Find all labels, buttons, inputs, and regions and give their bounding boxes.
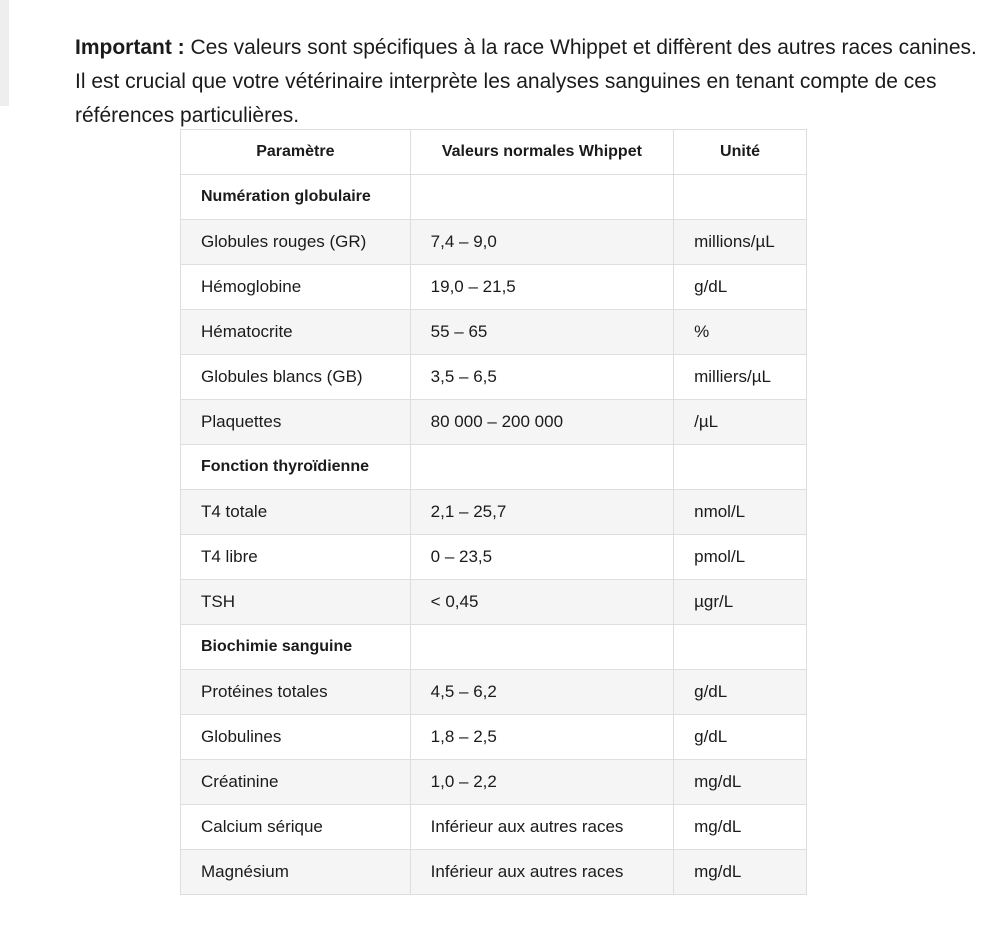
unit-cell: g/dL <box>674 265 807 310</box>
value-cell: 55 – 65 <box>410 310 673 355</box>
section-label: Numération globulaire <box>181 175 411 220</box>
section-label: Fonction thyroïdienne <box>181 445 411 490</box>
table-section-row <box>181 445 807 490</box>
table-row <box>181 265 807 310</box>
header-unite: Unité <box>674 130 807 175</box>
unit-cell: millions/µL <box>674 220 807 265</box>
value-cell <box>410 445 673 490</box>
unit-cell <box>674 445 807 490</box>
value-cell: < 0,45 <box>410 580 673 625</box>
unit-cell: /µL <box>674 400 807 445</box>
table-row <box>181 400 807 445</box>
table-row <box>181 355 807 400</box>
unit-cell: mg/dL <box>674 850 807 895</box>
parameter-cell: Globules rouges (GR) <box>181 220 411 265</box>
unit-cell <box>674 175 807 220</box>
value-cell: 4,5 – 6,2 <box>410 670 673 715</box>
table-row <box>181 535 807 580</box>
value-cell: 1,8 – 2,5 <box>410 715 673 760</box>
parameter-cell: Magnésium <box>181 850 411 895</box>
unit-cell <box>674 625 807 670</box>
table-row <box>181 715 807 760</box>
unit-cell: g/dL <box>674 715 807 760</box>
value-cell: 19,0 – 21,5 <box>410 265 673 310</box>
table-section-row <box>181 625 807 670</box>
parameter-cell: TSH <box>181 580 411 625</box>
parameter-cell: Hématocrite <box>181 310 411 355</box>
table-row <box>181 310 807 355</box>
parameter-cell: Globulines <box>181 715 411 760</box>
value-cell: 7,4 – 9,0 <box>410 220 673 265</box>
table-row <box>181 760 807 805</box>
value-cell <box>410 175 673 220</box>
value-cell: 0 – 23,5 <box>410 535 673 580</box>
parameter-cell: Hémoglobine <box>181 265 411 310</box>
parameter-cell: Globules blancs (GB) <box>181 355 411 400</box>
important-label: Important : <box>75 36 185 59</box>
parameter-cell: Protéines totales <box>181 670 411 715</box>
quote-bar <box>0 0 9 106</box>
unit-cell: nmol/L <box>674 490 807 535</box>
table-row <box>181 850 807 895</box>
value-cell: 1,0 – 2,2 <box>410 760 673 805</box>
unit-cell: milliers/µL <box>674 355 807 400</box>
table-section-row <box>181 175 807 220</box>
table-header-row <box>181 130 807 175</box>
value-cell: 80 000 – 200 000 <box>410 400 673 445</box>
table-row <box>181 670 807 715</box>
whippet-reference-table <box>180 129 807 895</box>
value-cell: Inférieur aux autres races <box>410 805 673 850</box>
important-text: Ces valeurs sont spécifiques à la race Whippet et diffèrent des autres races canines. Il est crucial que votre vétérinaire interprète les analyses sanguines en tenant compte de ces références particulières. <box>75 36 977 127</box>
table-row <box>181 220 807 265</box>
unit-cell: mg/dL <box>674 760 807 805</box>
unit-cell: µgr/L <box>674 580 807 625</box>
value-cell <box>410 625 673 670</box>
table-row <box>181 580 807 625</box>
important-note <box>75 31 980 133</box>
unit-cell: pmol/L <box>674 535 807 580</box>
value-cell: 2,1 – 25,7 <box>410 490 673 535</box>
header-parametre: Paramètre <box>181 130 411 175</box>
parameter-cell: Créatinine <box>181 760 411 805</box>
parameter-cell: T4 libre <box>181 535 411 580</box>
section-label: Biochimie sanguine <box>181 625 411 670</box>
parameter-cell: T4 totale <box>181 490 411 535</box>
value-cell: Inférieur aux autres races <box>410 850 673 895</box>
header-valeurs: Valeurs normales Whippet <box>410 130 673 175</box>
unit-cell: mg/dL <box>674 805 807 850</box>
parameter-cell: Plaquettes <box>181 400 411 445</box>
table-row <box>181 490 807 535</box>
unit-cell: g/dL <box>674 670 807 715</box>
table-body <box>181 175 807 895</box>
table-row <box>181 805 807 850</box>
parameter-cell: Calcium sérique <box>181 805 411 850</box>
unit-cell: % <box>674 310 807 355</box>
value-cell: 3,5 – 6,5 <box>410 355 673 400</box>
